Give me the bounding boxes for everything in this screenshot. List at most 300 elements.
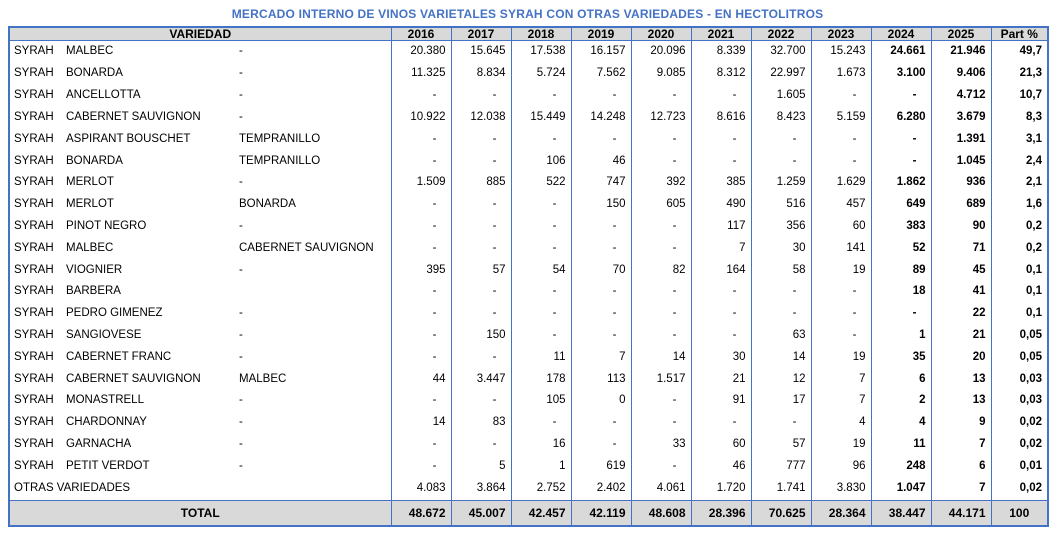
column-header-year: 2016 xyxy=(391,27,451,41)
value-cell: 89 xyxy=(871,259,931,281)
value-cell: 689 xyxy=(931,194,991,216)
value-cell: 57 xyxy=(751,434,811,456)
value-cell: - xyxy=(511,216,571,238)
table-row xyxy=(9,150,1048,172)
value-cell: 9 xyxy=(931,412,991,434)
table-row xyxy=(9,216,1048,238)
column-header-variedad: VARIEDAD xyxy=(9,27,391,41)
value-cell: - xyxy=(691,129,751,151)
value-cell: - xyxy=(811,281,871,303)
part-cell: 0,05 xyxy=(991,325,1048,347)
value-cell: 1.629 xyxy=(811,172,871,194)
varietal-market-table xyxy=(8,26,1049,527)
value-cell: - xyxy=(511,325,571,347)
value-cell: 4.712 xyxy=(931,85,991,107)
value-cell: 3.679 xyxy=(931,107,991,129)
value-cell: 117 xyxy=(691,216,751,238)
part-cell: 2,1 xyxy=(991,172,1048,194)
table-row xyxy=(9,129,1048,151)
table-row xyxy=(9,477,1048,500)
value-cell: 13 xyxy=(931,390,991,412)
value-cell: 14 xyxy=(751,347,811,369)
value-cell: - xyxy=(571,325,631,347)
co-variety-cell: TEMPRANILLO xyxy=(239,132,321,145)
base-variety-cell: SYRAH xyxy=(14,67,54,80)
value-cell: - xyxy=(451,150,511,172)
variety-cell: SANGIOVESE xyxy=(66,328,142,341)
value-cell: 20.380 xyxy=(391,41,451,64)
value-cell: 16 xyxy=(511,434,571,456)
value-cell: 777 xyxy=(751,456,811,478)
value-cell: 7 xyxy=(571,347,631,369)
value-cell: - xyxy=(511,85,571,107)
value-cell: 57 xyxy=(451,259,511,281)
total-value-cell: 70.625 xyxy=(751,500,811,526)
base-variety-cell: SYRAH xyxy=(14,394,54,407)
value-cell: - xyxy=(391,347,451,369)
value-cell: - xyxy=(571,434,631,456)
value-cell: 11 xyxy=(511,347,571,369)
value-cell: 6 xyxy=(931,456,991,478)
table-row xyxy=(9,434,1048,456)
total-part-cell: 100 xyxy=(991,500,1048,526)
value-cell: - xyxy=(631,303,691,325)
value-cell: 5.159 xyxy=(811,107,871,129)
value-cell: 8.834 xyxy=(451,63,511,85)
value-cell: 1.605 xyxy=(751,85,811,107)
variety-cell: PEDRO GIMENEZ xyxy=(66,307,163,320)
part-cell: 0,03 xyxy=(991,390,1048,412)
value-cell: 33 xyxy=(631,434,691,456)
value-cell: 4.061 xyxy=(631,477,691,500)
value-cell: 7.562 xyxy=(571,63,631,85)
value-cell: 46 xyxy=(691,456,751,478)
value-cell: 13 xyxy=(931,368,991,390)
co-variety-cell: - xyxy=(239,437,243,450)
value-cell: 19 xyxy=(811,347,871,369)
value-cell: - xyxy=(691,303,751,325)
value-cell: 54 xyxy=(511,259,571,281)
value-cell: 7 xyxy=(691,238,751,260)
column-header-year: 2023 xyxy=(811,27,871,41)
value-cell: - xyxy=(571,85,631,107)
value-cell: 9.085 xyxy=(631,63,691,85)
value-cell: 9.406 xyxy=(931,63,991,85)
co-variety-cell xyxy=(239,281,391,303)
value-cell: 22 xyxy=(931,303,991,325)
value-cell: - xyxy=(511,303,571,325)
value-cell: 383 xyxy=(871,216,931,238)
value-cell: 14.248 xyxy=(571,107,631,129)
value-cell: - xyxy=(691,412,751,434)
value-cell: 5 xyxy=(451,456,511,478)
total-value-cell: 28.364 xyxy=(811,500,871,526)
value-cell: 385 xyxy=(691,172,751,194)
variety-cell: BONARDA xyxy=(66,67,123,80)
value-cell: 1.045 xyxy=(931,150,991,172)
co-variety-cell: CABERNET SAUVIGNON xyxy=(239,241,374,254)
value-cell: 63 xyxy=(751,325,811,347)
column-header-year: 2018 xyxy=(511,27,571,41)
value-cell: 106 xyxy=(511,150,571,172)
value-cell: 71 xyxy=(931,238,991,260)
value-cell: 8.616 xyxy=(691,107,751,129)
column-header-year: 2021 xyxy=(691,27,751,41)
value-cell: 356 xyxy=(751,216,811,238)
value-cell: - xyxy=(451,347,511,369)
value-cell: 8.423 xyxy=(751,107,811,129)
value-cell: 11 xyxy=(871,434,931,456)
value-cell: 60 xyxy=(811,216,871,238)
total-value-cell: 28.396 xyxy=(691,500,751,526)
value-cell: 30 xyxy=(691,347,751,369)
value-cell: - xyxy=(571,216,631,238)
value-cell: 10.922 xyxy=(391,107,451,129)
value-cell: 32.700 xyxy=(751,41,811,64)
value-cell: 4 xyxy=(871,412,931,434)
value-cell: 21 xyxy=(931,325,991,347)
value-cell: 105 xyxy=(511,390,571,412)
total-value-cell: 48.672 xyxy=(391,500,451,526)
value-cell: - xyxy=(811,129,871,151)
variety-cell: VIOGNIER xyxy=(66,263,123,276)
value-cell: 15.449 xyxy=(511,107,571,129)
total-value-cell: 45.007 xyxy=(451,500,511,526)
value-cell: - xyxy=(391,303,451,325)
value-cell: 20.096 xyxy=(631,41,691,64)
value-cell: - xyxy=(391,434,451,456)
value-cell: 4.083 xyxy=(391,477,451,500)
value-cell: - xyxy=(451,85,511,107)
base-variety-cell: SYRAH xyxy=(14,372,54,385)
group-label-cell: OTRAS VARIEDADES xyxy=(14,481,131,494)
value-cell: 14 xyxy=(391,412,451,434)
total-value-cell: 48.608 xyxy=(631,500,691,526)
table-row xyxy=(9,41,1048,64)
co-variety-cell: BONARDA xyxy=(239,198,296,211)
value-cell: 516 xyxy=(751,194,811,216)
value-cell: 16.157 xyxy=(571,41,631,64)
value-cell: - xyxy=(451,303,511,325)
base-variety-cell: SYRAH xyxy=(14,132,54,145)
value-cell: - xyxy=(691,281,751,303)
part-cell: 2,4 xyxy=(991,150,1048,172)
value-cell: 60 xyxy=(691,434,751,456)
total-value-cell: 44.171 xyxy=(931,500,991,526)
co-variety-cell: - xyxy=(239,307,243,320)
value-cell: 1.862 xyxy=(871,172,931,194)
value-cell: 8.339 xyxy=(691,41,751,64)
co-variety-cell: - xyxy=(239,416,243,429)
part-cell: 3,1 xyxy=(991,129,1048,151)
value-cell: - xyxy=(451,390,511,412)
value-cell: 164 xyxy=(691,259,751,281)
value-cell: 14 xyxy=(631,347,691,369)
part-cell: 0,1 xyxy=(991,259,1048,281)
value-cell: - xyxy=(391,238,451,260)
column-header-year: 2017 xyxy=(451,27,511,41)
variety-cell: CABERNET FRANC xyxy=(66,350,172,363)
value-cell: - xyxy=(571,129,631,151)
co-variety-cell: - xyxy=(239,263,243,276)
variety-cell: CHARDONNAY xyxy=(66,416,147,429)
value-cell: - xyxy=(391,216,451,238)
value-cell: 1 xyxy=(511,456,571,478)
co-variety-cell: - xyxy=(239,45,243,58)
base-variety-cell: SYRAH xyxy=(14,89,54,102)
value-cell: 3.830 xyxy=(811,477,871,500)
value-cell: 44 xyxy=(391,368,451,390)
co-variety-cell: - xyxy=(239,219,243,232)
value-cell: - xyxy=(571,238,631,260)
value-cell: 5.724 xyxy=(511,63,571,85)
value-cell: 12.723 xyxy=(631,107,691,129)
value-cell: 20 xyxy=(931,347,991,369)
value-cell: - xyxy=(631,129,691,151)
variety-cell: MONASTRELL xyxy=(66,394,144,407)
value-cell: - xyxy=(631,238,691,260)
part-cell: 21,3 xyxy=(991,63,1048,85)
value-cell: - xyxy=(871,85,931,107)
variety-cell: CABERNET SAUVIGNON xyxy=(66,110,201,123)
base-variety-cell: SYRAH xyxy=(14,110,54,123)
variety-cell: PETIT VERDOT xyxy=(66,459,150,472)
value-cell: - xyxy=(391,129,451,151)
table-row xyxy=(9,194,1048,216)
part-cell: 49,7 xyxy=(991,41,1048,64)
variety-cell: ANCELLOTTA xyxy=(66,89,141,102)
co-variety-cell: - xyxy=(239,394,243,407)
value-cell: - xyxy=(871,129,931,151)
value-cell: 1.517 xyxy=(631,368,691,390)
value-cell: - xyxy=(451,434,511,456)
co-variety-cell: - xyxy=(239,89,243,102)
value-cell: 7 xyxy=(811,390,871,412)
value-cell: - xyxy=(751,150,811,172)
value-cell: 248 xyxy=(871,456,931,478)
value-cell: 150 xyxy=(451,325,511,347)
table-row xyxy=(9,412,1048,434)
value-cell: - xyxy=(871,150,931,172)
header-row xyxy=(9,27,1048,41)
value-cell: 21.946 xyxy=(931,41,991,64)
base-variety-cell: SYRAH xyxy=(14,45,54,58)
value-cell: 12 xyxy=(751,368,811,390)
part-cell: 0,01 xyxy=(991,456,1048,478)
value-cell: 141 xyxy=(811,238,871,260)
base-variety-cell: SYRAH xyxy=(14,198,54,211)
value-cell: - xyxy=(451,129,511,151)
value-cell: 11.325 xyxy=(391,63,451,85)
value-cell: 6.280 xyxy=(871,107,931,129)
value-cell: - xyxy=(511,194,571,216)
table-row xyxy=(9,390,1048,412)
variety-cell: BARBERA xyxy=(66,285,121,298)
co-variety-cell: TEMPRANILLO xyxy=(239,154,321,167)
part-cell: 0,02 xyxy=(991,477,1048,500)
part-cell: 0,05 xyxy=(991,347,1048,369)
value-cell: 52 xyxy=(871,238,931,260)
value-cell: 3.447 xyxy=(451,368,511,390)
value-cell: 150 xyxy=(571,194,631,216)
table-body xyxy=(9,41,1048,527)
value-cell: - xyxy=(451,281,511,303)
value-cell: 649 xyxy=(871,194,931,216)
value-cell: 83 xyxy=(451,412,511,434)
co-variety-cell: - xyxy=(239,328,243,341)
variety-cell: BONARDA xyxy=(66,154,123,167)
table-row xyxy=(9,368,1048,390)
base-variety-cell: SYRAH xyxy=(14,437,54,450)
base-variety-cell: SYRAH xyxy=(14,241,54,254)
base-variety-cell: SYRAH xyxy=(14,176,54,189)
column-header-year: 2020 xyxy=(631,27,691,41)
table-row xyxy=(9,85,1048,107)
value-cell: 90 xyxy=(931,216,991,238)
part-cell: 8,3 xyxy=(991,107,1048,129)
table-row xyxy=(9,107,1048,129)
value-cell: - xyxy=(631,216,691,238)
co-variety-cell: MALBEC xyxy=(239,372,287,385)
co-variety-cell: - xyxy=(239,459,243,472)
value-cell: - xyxy=(451,238,511,260)
value-cell: - xyxy=(511,412,571,434)
co-variety-cell: - xyxy=(239,350,243,363)
part-cell: 0,1 xyxy=(991,281,1048,303)
variety-cell: MALBEC xyxy=(66,241,114,254)
total-row xyxy=(9,500,1048,526)
value-cell: - xyxy=(391,325,451,347)
value-cell: - xyxy=(871,303,931,325)
table-row xyxy=(9,456,1048,478)
value-cell: 15.243 xyxy=(811,41,871,64)
value-cell: - xyxy=(391,281,451,303)
value-cell: 936 xyxy=(931,172,991,194)
value-cell: 178 xyxy=(511,368,571,390)
value-cell: 70 xyxy=(571,259,631,281)
value-cell: - xyxy=(391,390,451,412)
value-cell: 12.038 xyxy=(451,107,511,129)
value-cell: 1.673 xyxy=(811,63,871,85)
value-cell: 82 xyxy=(631,259,691,281)
part-cell: 1,6 xyxy=(991,194,1048,216)
value-cell: - xyxy=(811,325,871,347)
total-label-cell: TOTAL xyxy=(9,500,391,526)
value-cell: 392 xyxy=(631,172,691,194)
base-variety-cell: SYRAH xyxy=(14,154,54,167)
value-cell: - xyxy=(511,238,571,260)
value-cell: - xyxy=(631,281,691,303)
part-cell: 0,03 xyxy=(991,368,1048,390)
part-cell: 0,2 xyxy=(991,216,1048,238)
value-cell: - xyxy=(631,150,691,172)
value-cell: 18 xyxy=(871,281,931,303)
page-title: MERCADO INTERNO DE VINOS VARIETALES SYRAH CON OTRAS VARIEDADES - EN HECTOLITROS xyxy=(231,7,824,21)
part-cell: 0,1 xyxy=(991,303,1048,325)
value-cell: 19 xyxy=(811,259,871,281)
value-cell: 7 xyxy=(811,368,871,390)
base-variety-cell: SYRAH xyxy=(14,285,54,298)
column-header-year: 2022 xyxy=(751,27,811,41)
part-cell: 0,02 xyxy=(991,434,1048,456)
variety-cell: CABERNET SAUVIGNON xyxy=(66,372,201,385)
value-cell: 885 xyxy=(451,172,511,194)
value-cell: - xyxy=(811,303,871,325)
value-cell: 1.741 xyxy=(751,477,811,500)
value-cell: 22.997 xyxy=(751,63,811,85)
base-variety-cell: SYRAH xyxy=(14,307,54,320)
value-cell: 8.312 xyxy=(691,63,751,85)
variety-cell: MERLOT xyxy=(66,198,114,211)
value-cell: 0 xyxy=(571,390,631,412)
value-cell: - xyxy=(811,150,871,172)
column-header-part: Part % xyxy=(991,27,1048,41)
variety-cell: ASPIRANT BOUSCHET xyxy=(66,132,191,145)
value-cell: - xyxy=(811,85,871,107)
value-cell: 1.509 xyxy=(391,172,451,194)
value-cell: - xyxy=(391,194,451,216)
value-cell: 30 xyxy=(751,238,811,260)
base-variety-cell: SYRAH xyxy=(14,459,54,472)
table-row xyxy=(9,347,1048,369)
value-cell: 457 xyxy=(811,194,871,216)
value-cell: 395 xyxy=(391,259,451,281)
table-row xyxy=(9,325,1048,347)
value-cell: - xyxy=(451,216,511,238)
total-value-cell: 42.457 xyxy=(511,500,571,526)
value-cell: 96 xyxy=(811,456,871,478)
variety-cell: MERLOT xyxy=(66,176,114,189)
value-cell: - xyxy=(631,325,691,347)
value-cell: 6 xyxy=(871,368,931,390)
value-cell: 15.645 xyxy=(451,41,511,64)
value-cell: 1 xyxy=(871,325,931,347)
part-cell: 0,2 xyxy=(991,238,1048,260)
value-cell: - xyxy=(691,85,751,107)
variety-cell: GARNACHA xyxy=(66,437,132,450)
part-cell: 10,7 xyxy=(991,85,1048,107)
value-cell: 1.047 xyxy=(871,477,931,500)
value-cell: 58 xyxy=(751,259,811,281)
value-cell: - xyxy=(691,325,751,347)
total-value-cell: 42.119 xyxy=(571,500,631,526)
value-cell: 4 xyxy=(811,412,871,434)
value-cell: - xyxy=(691,150,751,172)
value-cell: 45 xyxy=(931,259,991,281)
value-cell: 1.391 xyxy=(931,129,991,151)
value-cell: 490 xyxy=(691,194,751,216)
total-value-cell: 38.447 xyxy=(871,500,931,526)
variety-cell: PINOT NEGRO xyxy=(66,219,147,232)
base-variety-cell: SYRAH xyxy=(14,263,54,276)
column-header-year: 2025 xyxy=(931,27,991,41)
table-row xyxy=(9,172,1048,194)
co-variety-cell: - xyxy=(239,110,243,123)
value-cell: - xyxy=(631,412,691,434)
table-row xyxy=(9,259,1048,281)
variety-cell: MALBEC xyxy=(66,45,114,58)
table-row xyxy=(9,63,1048,85)
table-row xyxy=(9,238,1048,260)
value-cell: - xyxy=(451,194,511,216)
value-cell: 1.720 xyxy=(691,477,751,500)
value-cell: 522 xyxy=(511,172,571,194)
value-cell: - xyxy=(391,150,451,172)
value-cell: 113 xyxy=(571,368,631,390)
co-variety-cell: - xyxy=(239,67,243,80)
value-cell: 19 xyxy=(811,434,871,456)
value-cell: 2.752 xyxy=(511,477,571,500)
